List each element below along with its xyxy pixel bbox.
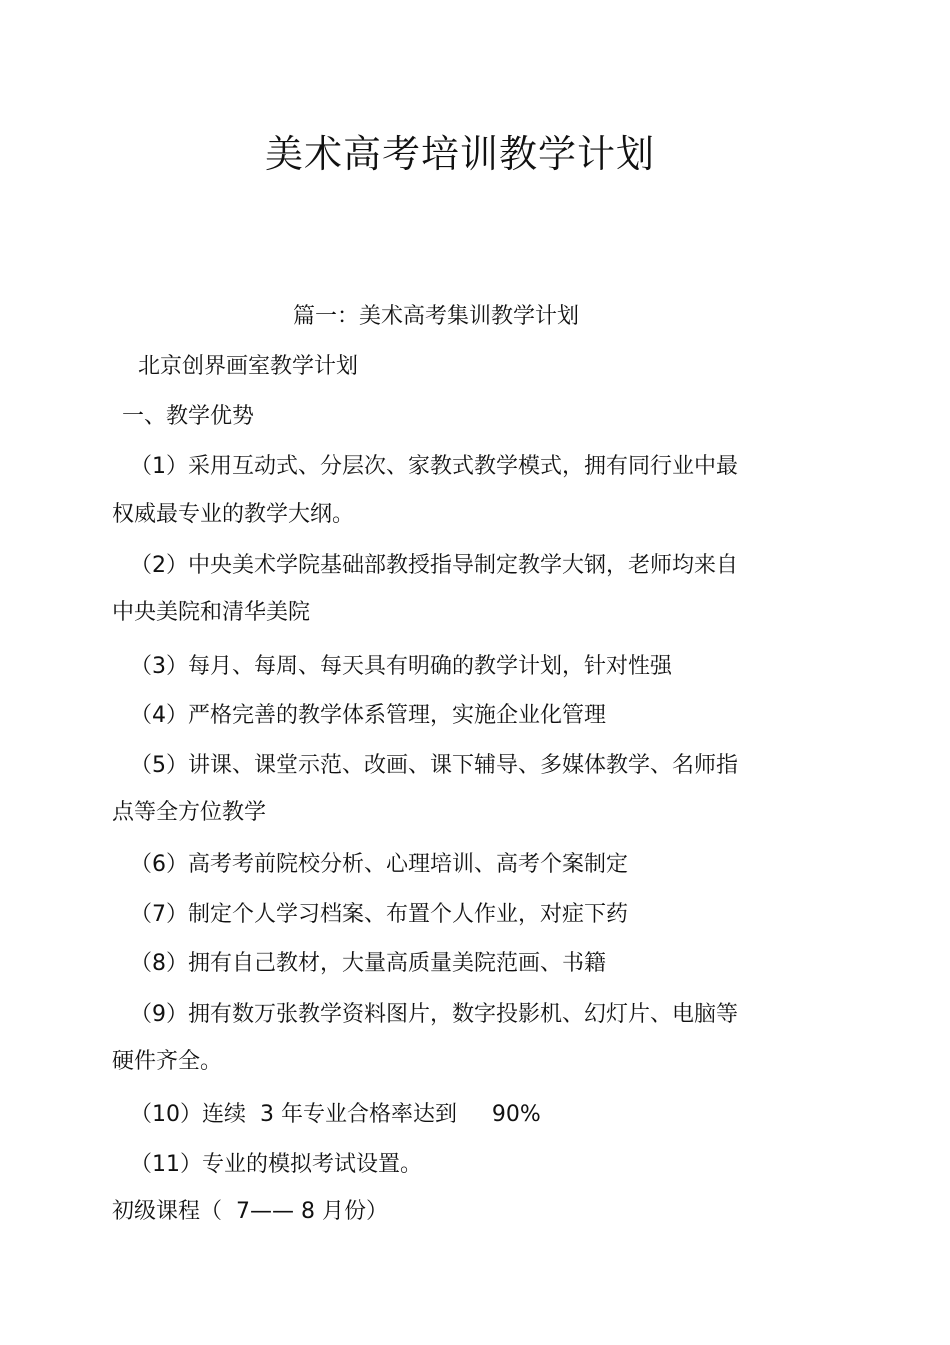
- list-item-1-line1: （1）采用互动式、分层次、家教式教学模式，拥有同行业中最: [130, 454, 738, 479]
- list-item-9-line2: 硬件齐全。: [112, 1049, 223, 1074]
- list-item-5-line1: （5）讲课、课堂示范、改画、课下辅导、多媒体教学、名师指: [130, 753, 738, 778]
- list-item-2-line1: （2）中央美术学院基础部教授指导制定教学大钢，老师均来自: [130, 553, 738, 578]
- studio-heading: 北京创界画室教学计划: [138, 354, 359, 379]
- list-item-11: （11）专业的模拟考试设置。: [130, 1152, 422, 1177]
- list-item-4: （4）严格完善的教学体系管理，实施企业化管理: [130, 703, 606, 728]
- section-subtitle: 篇一：美术高考集训教学计划: [293, 304, 580, 329]
- course-heading: 初级课程（ 7—— 8 月份）: [112, 1199, 388, 1224]
- list-item-8: （8）拥有自己教材，大量高质量美院范画、书籍: [130, 951, 606, 976]
- list-item-2-line2: 中央美院和清华美院: [112, 600, 311, 625]
- list-item-6: （6）高考考前院校分析、心理培训、高考个案制定: [130, 852, 628, 877]
- list-item-7: （7）制定个人学习档案、布置个人作业，对症下药: [130, 902, 628, 927]
- list-item-9-line1: （9）拥有数万张教学资料图片，数字投影机、幻灯片、电脑等: [130, 1002, 738, 1027]
- document-title: 美术高考培训教学计划: [264, 132, 655, 176]
- list-item-1-line2: 权威最专业的教学大纲。: [112, 502, 355, 527]
- list-item-3: （3）每月、每周、每天具有明确的教学计划，针对性强: [130, 654, 672, 679]
- section-heading: 一、教学优势: [122, 404, 255, 429]
- list-item-10: （10）连续 3 年专业合格率达到 90%: [130, 1102, 541, 1127]
- list-item-5-line2: 点等全方位教学: [112, 800, 267, 825]
